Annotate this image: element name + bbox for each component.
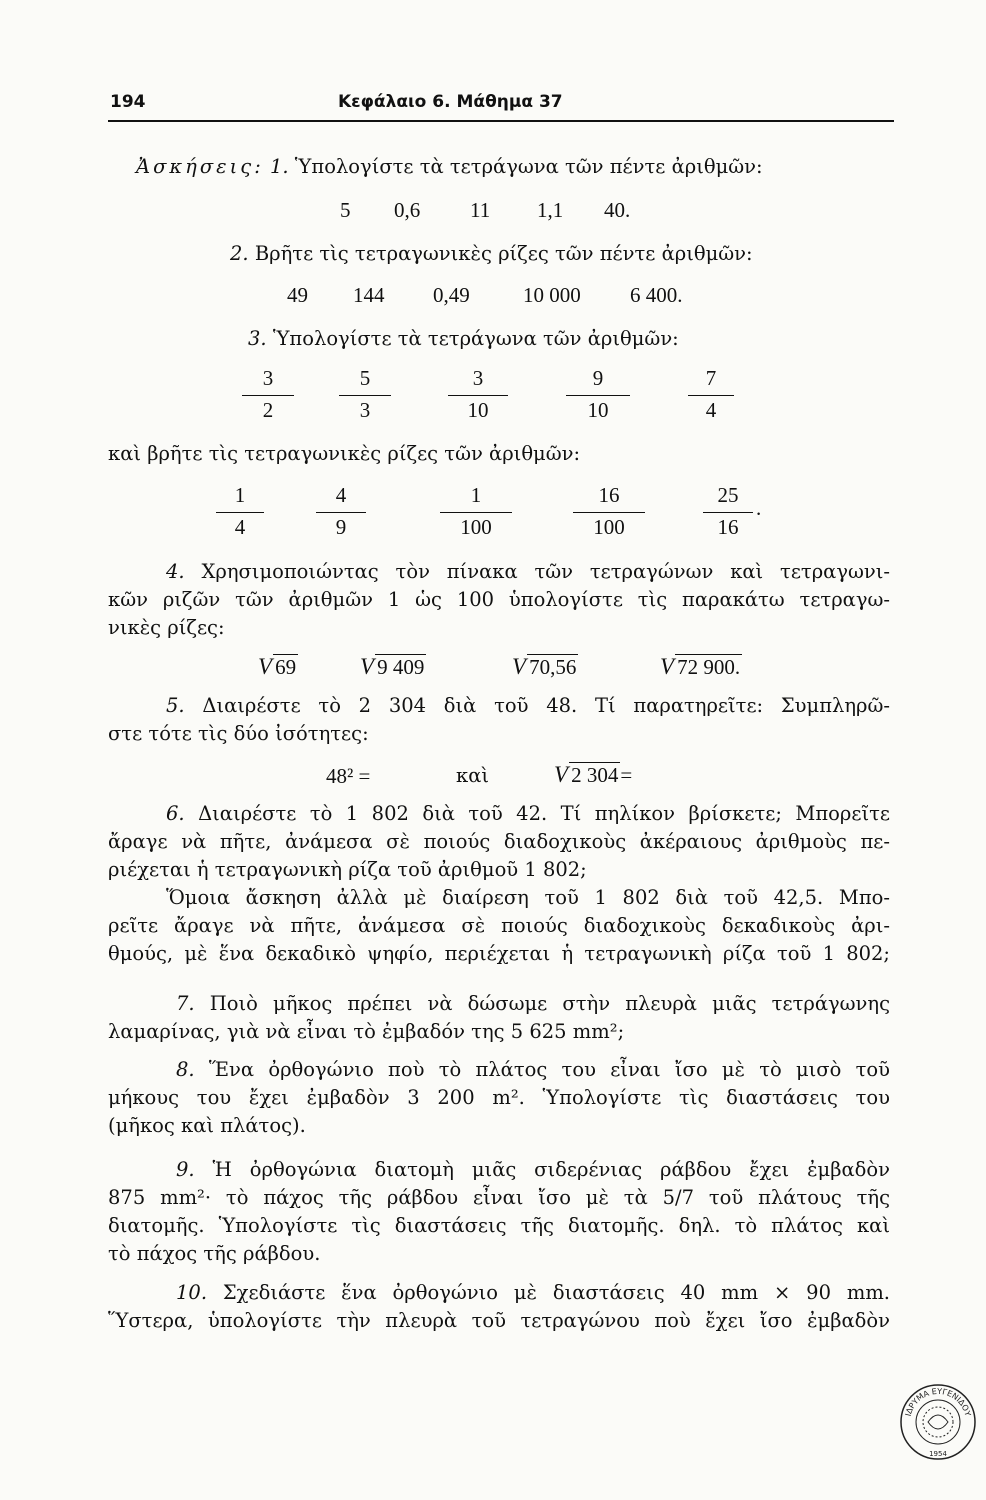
seal-text: ΙΔΡΥΜΑ ΕΥΓΕΝΙΔΟΥ	[903, 1386, 973, 1418]
exercise-2-number: 2.	[230, 242, 249, 265]
exercise-9-line: 9. Ἡ ὀρθογώνια διατομὴ μιᾶς σιδερένιας ράβδου ἔχει ἐμβαδὸν	[176, 1158, 890, 1181]
exercise-3-line-2: καὶ βρῆτε τὶς τετραγωνικὲς ρίζες τῶν ἀριθμῶν:	[108, 442, 581, 465]
value: 0,49	[433, 283, 470, 307]
exercise-4-line: νικὲς ρίζες:	[108, 616, 225, 639]
exercise-6-number: 6.	[166, 802, 185, 825]
exercises-heading: Ἀσκήσεις:	[136, 155, 264, 178]
end-period: .	[756, 496, 762, 520]
exercise-6-line: θμούς, μὲ ἕνα δεκαδικὸ ψηφίο, περιέχεται ἡ τετραγωνικὴ ρίζα τοῦ 1 802;	[108, 942, 890, 965]
value: 144	[353, 283, 385, 307]
exercise-6-line: Ὅμοια ἄσκηση ἀλλὰ μὲ διαίρεση τοῦ 1 802 διὰ τοῦ 42,5. Μπο-	[166, 886, 890, 909]
exercise-8-line: (μῆκος καὶ πλάτος).	[108, 1114, 306, 1137]
fraction: 5 3	[339, 366, 391, 426]
page-number: 194	[110, 92, 146, 112]
exercise-7-line: 7. Ποιὸ μῆκος πρέπει νὰ δώσωμε στὴν πλευρὰ μιᾶς τετράγωνης	[176, 992, 891, 1015]
exercise-3-number: 3.	[248, 327, 267, 350]
exercise-9-line: διατομῆς. Ὑπολογίστε τὶς διαστάσεις τῆς διατομῆς. δηλ. τὸ πλάτος καὶ	[108, 1214, 890, 1237]
exercise-2-values	[0, 281, 986, 309]
exercise-4-number: 4.	[166, 560, 185, 583]
header-rule	[108, 120, 894, 122]
foundation-seal-icon	[898, 1382, 978, 1462]
exercise-6-line: ριέχεται ἡ τετραγωνικὴ ρίζα τοῦ ἀριθμοῦ 1 802;	[108, 858, 587, 881]
square-root: V 72 900.	[660, 654, 741, 679]
exercise-9-number: 9.	[176, 1158, 195, 1181]
value: 49	[287, 283, 308, 307]
value: 1,1	[537, 198, 564, 222]
exercise-2-text: Βρῆτε τὶς τετραγωνικὲς ρίζες τῶν πέντε ἀριθμῶν:	[254, 242, 753, 265]
exercise-10-number: 10.	[176, 1281, 208, 1304]
fraction: 9 10	[566, 366, 630, 426]
square-root: V 69	[258, 654, 297, 679]
fraction: 25 16	[703, 483, 753, 543]
exercise-6-line: ρεῖτε ἄραγε νὰ πῆτε, ἀνάμεσα σὲ ποιούς διαδοχικοὺς δεκαδικοὺς ἀρι-	[108, 914, 890, 937]
fraction: 16 100	[573, 483, 645, 543]
exercise-9-line: 875 mm²· τὸ πάχος τῆς ράβδου εἶναι ἴσο μὲ τὰ 5/7 τοῦ πλάτους τῆς	[108, 1186, 890, 1209]
square-root: V 2 304=	[554, 762, 633, 787]
exercise-1-line	[136, 153, 763, 181]
exercise-4-line: κῶν ριζῶν τῶν ἀριθμῶν 1 ὡς 100 ὑπολογίστε τὶς παρακάτω τετραγω-	[108, 588, 890, 611]
exercise-6-line: 6. Διαιρέστε τὸ 1 802 διὰ τοῦ 42. Τί πηλίκον βρίσκετε; Μπορεῖτε	[166, 802, 890, 825]
exercise-5-line: 5. Διαιρέστε τὸ 2 304 διὰ τοῦ 48. Τί παρατηρεῖτε: Συμπληρῶ-	[166, 694, 891, 717]
fraction: 1 100	[440, 483, 512, 543]
exercise-10-line: Ὕστερα, ὑπολογίστε τὴν πλευρὰ τοῦ τετραγώνου ποὺ ἔχει ἴσο ἐμβαδὸν	[108, 1309, 890, 1332]
fraction: 4 9	[316, 483, 366, 543]
equation-and: καὶ	[456, 764, 490, 787]
fraction: 7 4	[688, 366, 734, 426]
value: 11	[470, 198, 491, 222]
exercise-1-number: 1.	[269, 155, 289, 178]
chapter-title: Κεφάλαιο 6. Μάθημα 37	[338, 92, 563, 112]
value: 0,6	[394, 198, 421, 222]
exercise-1-values	[0, 196, 986, 224]
running-header	[110, 92, 890, 116]
exercise-8-number: 8.	[176, 1058, 195, 1081]
exercise-9-line: τὸ πάχος τῆς ράβδου.	[108, 1242, 321, 1265]
exercise-7-number: 7.	[176, 992, 195, 1015]
exercise-3-line	[248, 325, 679, 353]
exercise-8-line: 8. Ἕνα ὀρθογώνιο ποὺ τὸ πλάτος του εἶναι ἴσο μὲ τὸ μισὸ τοῦ	[176, 1058, 890, 1081]
exercise-1-text: Ὑπολογίστε τὰ τετράγωνα τῶν πέντε ἀριθμῶν:	[294, 155, 763, 178]
equation-left: 48² =	[326, 764, 371, 788]
fraction: 1 4	[216, 483, 264, 543]
value: 6 400.	[630, 283, 683, 307]
fraction: 3 10	[448, 366, 508, 426]
exercise-5-line: στε τότε τὶς δύο ἰσότητες:	[108, 722, 369, 745]
value: 5	[340, 198, 351, 222]
exercise-4-line: 4. Χρησιμοποιώντας τὸν πίνακα τῶν τετραγώνων καὶ τετραγωνι-	[166, 560, 890, 583]
exercise-8-line: μήκους του ἔχει ἐμβαδὸν 3 200 m². Ὑπολογίστε τὶς διαστάσεις του	[108, 1086, 890, 1109]
value: 40.	[604, 198, 631, 222]
fraction: 3 2	[242, 366, 294, 426]
exercise-7-line: λαμαρίνας, γιὰ νὰ εἶναι τὸ ἐμβαδόν της 5 625 mm²;	[108, 1020, 625, 1043]
exercise-2-line	[230, 240, 753, 268]
square-root: V 70,56	[512, 654, 577, 679]
exercise-6-line: ἄραγε νὰ πῆτε, ἀνάμεσα σὲ ποιούς διαδοχικοὺς ἀκέραιους ἀριθμοὺς πε-	[108, 830, 890, 853]
exercise-3-text: Ὑπολογίστε τὰ τετράγωνα τῶν ἀριθμῶν:	[272, 327, 679, 350]
exercise-10-line: 10. Σχεδιάστε ἕνα ὀρθογώνιο μὲ διαστάσεις 40 mm × 90 mm.	[176, 1281, 891, 1304]
exercise-5-number: 5.	[166, 694, 185, 717]
seal-year: 1954	[929, 1450, 947, 1458]
square-root: V 9 409	[360, 654, 425, 679]
value: 10 000	[523, 283, 581, 307]
